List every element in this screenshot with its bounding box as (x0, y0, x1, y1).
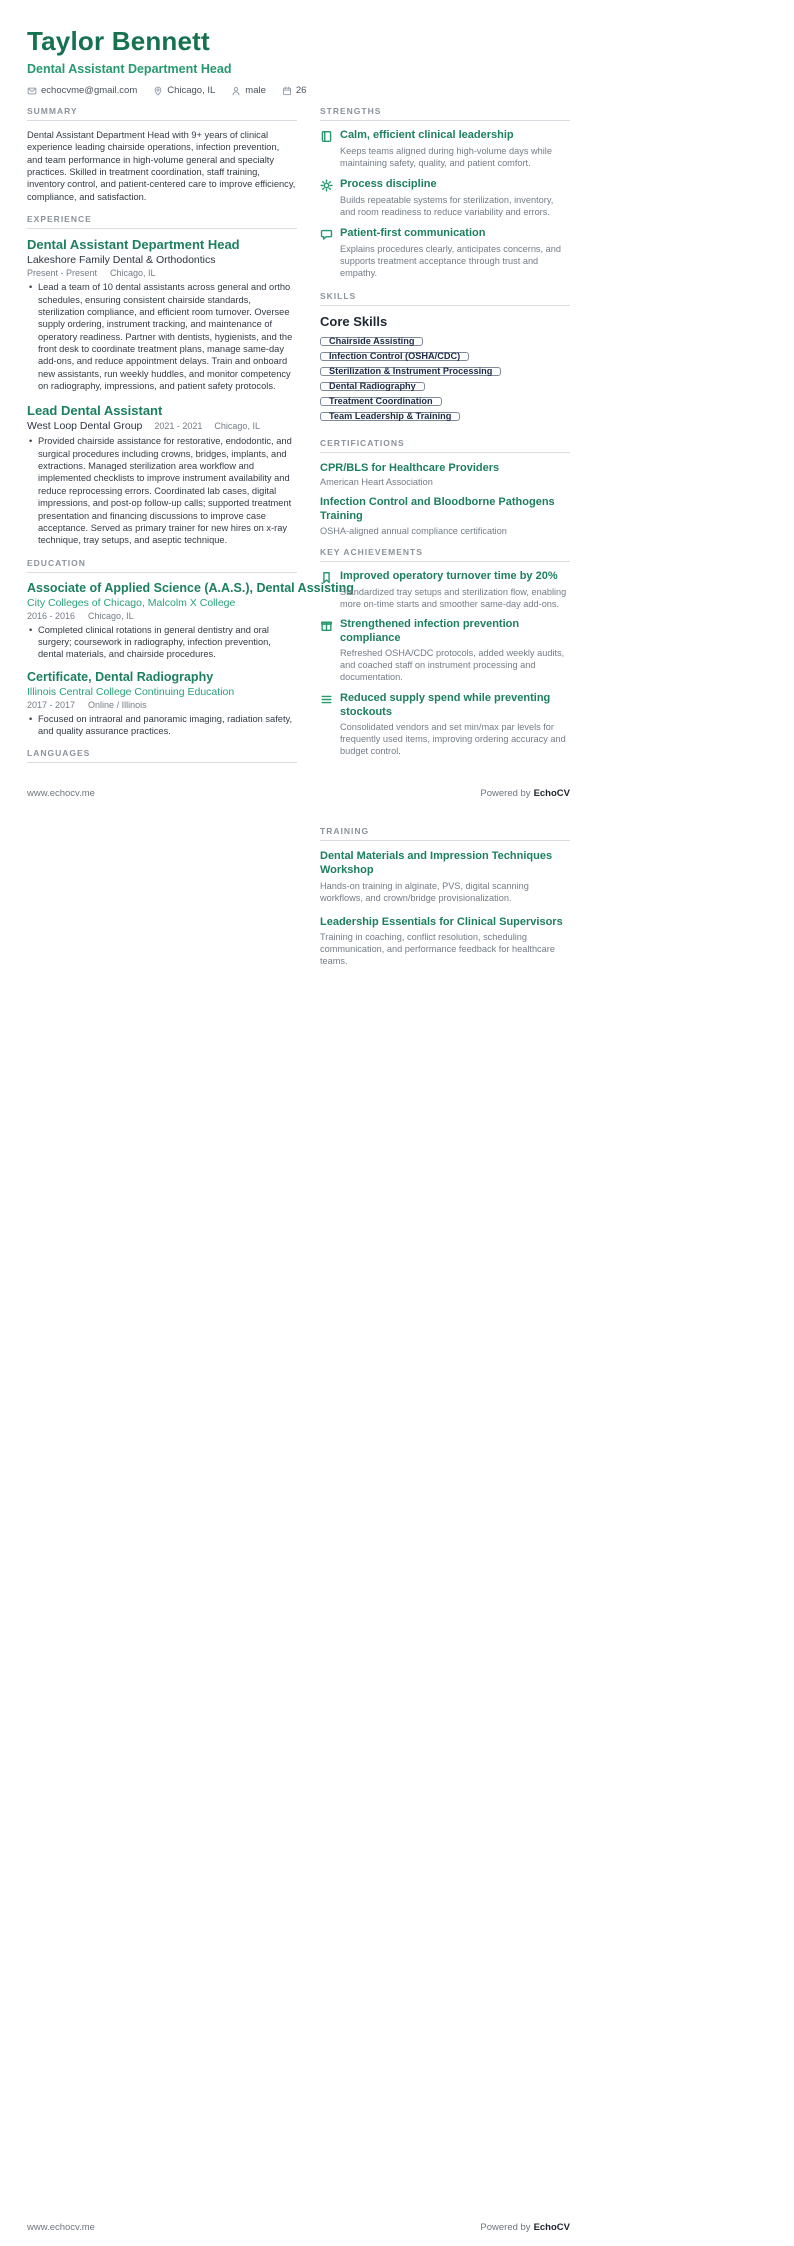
footer-powered-prefix: Powered by (480, 788, 531, 799)
skill-tag: Team Leadership & Training (320, 412, 460, 421)
education-bullet: • Focused on intraoral and panoramic imaging, radiation safety, and quality assurance practices. (27, 713, 297, 738)
achievement-title: Reduced supply spend while preventing stockouts (340, 692, 551, 718)
achievement-head (320, 692, 570, 719)
job-company: West Loop Dental Group (27, 420, 143, 433)
job-dates: 2021 - 2021 (154, 421, 203, 432)
contact-row (27, 85, 794, 96)
certification-title: Infection Control and Bloodborne Pathogens Training (320, 495, 555, 523)
gift-icon (320, 619, 333, 632)
achievement-item (320, 692, 570, 758)
strength-text: Builds repeatable systems for sterilization, inventory, and room readiness to reduce variability and errors. (340, 194, 554, 217)
contact-email-text: echocvme@gmail.com (41, 85, 138, 96)
list-icon (320, 693, 333, 706)
job-item (27, 403, 297, 546)
chat-icon (320, 228, 333, 241)
job-location: Chicago, IL (214, 421, 260, 432)
strength-title: Process discipline (340, 177, 437, 190)
footer-site-link[interactable]: www.echocv.me (27, 2222, 95, 2233)
contact-location (153, 85, 215, 96)
skills-group-title: Core Skills (320, 313, 388, 329)
skills-tags (320, 337, 570, 427)
achievement-text: Refreshed OSHA/CDC protocols, added weekly audits, and coached staff on instrument processing and documentation. (340, 648, 565, 683)
section-education (27, 557, 354, 738)
gear-icon (320, 179, 333, 192)
job-title: Dental Assistant Department Head (27, 237, 240, 253)
strength-head (320, 178, 570, 192)
education-item (27, 670, 297, 738)
skills-label: SKILLS (320, 291, 570, 306)
experience-label: EXPERIENCE (27, 214, 297, 229)
skill-tag: Sterilization & Instrument Processing (320, 367, 501, 376)
education-degree: Associate of Applied Science (A.A.S.), Dental Assisting (27, 580, 354, 595)
section-languages (27, 748, 297, 763)
education-dates: 2017 - 2017 (27, 699, 76, 710)
training-label: TRAINING (320, 826, 570, 841)
section-strengths (320, 106, 570, 280)
footer-site-link[interactable]: www.echocv.me (27, 788, 95, 799)
footer-powered (480, 788, 570, 799)
summary-label: SUMMARY (27, 106, 297, 121)
training-title: Leadership Essentials for Clinical Supervisors (320, 915, 563, 928)
footer-brand-link[interactable]: EchoCV (533, 788, 570, 799)
job-title: Lead Dental Assistant (27, 403, 163, 419)
strength-text: Explains procedures clearly, anticipates concerns, and supports treatment acceptance through trust and empathy. (340, 243, 561, 278)
job-dates: Present - Present (27, 268, 98, 279)
achievement-item (320, 618, 570, 684)
resume-page-1 (0, 0, 794, 812)
skill-tag: Chairside Assisting (320, 337, 423, 346)
resume-page-2 (0, 812, 794, 2246)
strength-item (320, 227, 570, 280)
education-location: Chicago, IL (88, 610, 134, 621)
achievements-label: KEY ACHIEVEMENTS (320, 547, 570, 562)
contact-email[interactable] (27, 85, 137, 96)
training-title: Dental Materials and Impression Techniques Workshop (320, 850, 553, 877)
achievement-title: Improved operatory turnover time by 20% (340, 569, 558, 582)
education-school: City Colleges of Chicago, Malcolm X College (27, 596, 236, 609)
book-icon (320, 130, 333, 143)
certification-subtitle: American Heart Association (320, 476, 433, 487)
skill-tag: Treatment Coordination (320, 397, 442, 406)
section-certifications (320, 438, 570, 536)
email-icon (27, 86, 37, 96)
certifications-label: CERTIFICATIONS (320, 438, 570, 453)
footer-powered-prefix: Powered by (480, 2222, 531, 2233)
achievement-item (320, 570, 570, 611)
skill-tag: Infection Control (OSHA/CDC) (320, 352, 469, 361)
training-item (320, 849, 570, 905)
education-school: Illinois Central College Continuing Education (27, 685, 235, 698)
job-bullets (27, 435, 297, 546)
strengths-label: STRENGTHS (320, 106, 570, 121)
section-achievements (320, 547, 570, 758)
education-item (27, 580, 354, 661)
achievement-head (320, 618, 570, 645)
job-company: Lakeshore Family Dental & Orthodontics (27, 254, 216, 267)
job-bullets (27, 281, 297, 392)
strength-head (320, 227, 570, 241)
contact-age-text: 26 (295, 85, 307, 96)
bookmark-icon (320, 571, 333, 584)
education-bullets (27, 713, 297, 738)
summary-text: Dental Assistant Department Head with 9+ years of clinical experience leading chairside operations, infection prevention, and team performance in high-volume general and specialty practices. Skilled in treatment coordination, staff training, inventory control, and patient-centered care to improve efficiency, compliance, and satisfaction. (27, 130, 296, 202)
certification-subtitle: OSHA-aligned annual compliance certification (320, 525, 507, 536)
languages-label: LANGUAGES (27, 748, 297, 763)
achievement-text: Standardized tray setups and sterilization flow, enabling more on-time starts and smoother same-day add-ons. (340, 586, 567, 609)
education-meta (27, 611, 297, 621)
training-text: Training in coaching, conflict resolution, scheduling communication, and performance feedback for healthcare teams. (320, 931, 555, 966)
certification-item (320, 495, 570, 536)
job-bullet: • Lead a team of 10 dental assistants across general and ortho schedules, ensuring consistent chairside standards, sterilization compliance, and efficient room turnover. Oversee supply ordering, instrument tracking, and maintenance of operatory readiness. Partner with dentists, hygienists, and the front desk to coordinate treatment plans, manage same-day add-ons, and reduce appointment delays. Train and onboard new assistants, run weekly huddles, and monitor competency on radiography, impressions, and patient safety protocols. (27, 281, 297, 392)
contact-age (282, 85, 307, 96)
strength-item (320, 129, 570, 170)
education-label: EDUCATION (27, 558, 297, 573)
section-summary (27, 106, 297, 203)
contact-gender (231, 85, 266, 96)
education-meta (27, 700, 297, 710)
achievement-head (320, 570, 570, 584)
footer-brand-link[interactable]: EchoCV (533, 2222, 570, 2233)
certification-item (320, 461, 570, 487)
education-dates: 2016 - 2016 (27, 610, 76, 621)
achievement-text: Consolidated vendors and set min/max par levels for frequently used items, improving ordering accuracy and budget control. (340, 721, 566, 756)
strength-item (320, 178, 570, 219)
candidate-title: Dental Assistant Department Head (27, 62, 232, 76)
job-location: Chicago, IL (110, 268, 156, 279)
education-degree: Certificate, Dental Radiography (27, 669, 214, 684)
education-bullets (27, 624, 297, 661)
page-footer (27, 2222, 570, 2233)
section-experience (27, 214, 297, 546)
strength-head (320, 129, 570, 143)
skill-tag: Dental Radiography (320, 382, 425, 391)
job-bullet: • Provided chairside assistance for restorative, endodontic, and surgical procedures including crowns, bridges, implants, and extractions. Managed sterilization area workflow and implemented checklists to improve instrument availability and reduce reprocessing errors. Coordinated lab cases, digital impressions, and post-op follow-up calls; supported treatment presentation and financing discussions to improve case acceptance. Served as primary trainer for new hires on x-ray technique, tray setups, and aseptic technique. (27, 435, 297, 546)
training-text: Hands-on training in alginate, PVS, digital scanning workflows, and crown/bridge provisionalization. (320, 880, 529, 903)
section-skills (320, 291, 570, 427)
right-column (320, 106, 570, 771)
job-meta (27, 420, 297, 432)
page-footer (27, 788, 570, 799)
contact-location-text: Chicago, IL (167, 85, 216, 96)
certification-title: CPR/BLS for Healthcare Providers (320, 461, 500, 474)
education-location: Online / Illinois (88, 699, 147, 710)
job-item (27, 237, 297, 392)
strength-title: Patient-first communication (340, 226, 486, 239)
contact-gender-text: male (245, 85, 266, 96)
section-training (320, 826, 570, 978)
person-icon (231, 86, 241, 96)
location-icon (153, 86, 163, 96)
training-item (320, 915, 570, 968)
calendar-icon (282, 86, 292, 96)
strength-title: Calm, efficient clinical leadership (340, 129, 514, 141)
achievement-title: Strengthened infection prevention compliance (340, 618, 520, 644)
resume-columns (27, 106, 794, 771)
footer-powered (480, 2222, 570, 2233)
candidate-name: Taylor Bennett (27, 26, 210, 56)
resume-header (27, 26, 794, 96)
education-bullet: • Completed clinical rotations in general dentistry and oral surgery; coursework in radiography, infection prevention, dental materials, and chairside procedures. (27, 624, 297, 661)
strength-text: Keeps teams aligned during high-volume days while maintaining safety, quality, and patient comfort. (340, 146, 552, 168)
job-meta (27, 268, 297, 278)
